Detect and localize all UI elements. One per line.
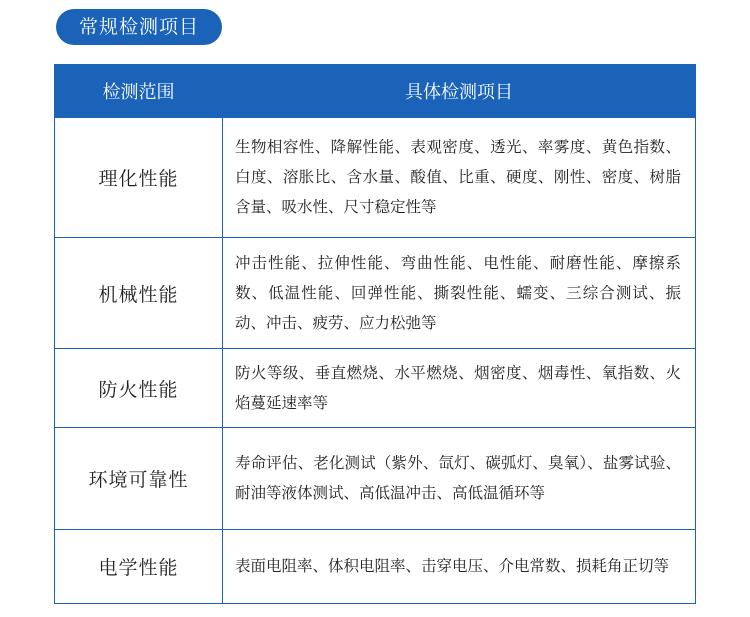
items-cell: 冲击性能、拉伸性能、弯曲性能、电性能、耐磨性能、摩擦系数、低温性能、回弹性能、撕裂性能、蠕变、三综合测试、振动、冲击、疲劳、应力松弛等 bbox=[223, 237, 696, 349]
items-cell: 表面电阻率、体积电阻率、击穿电压、介电常数、损耗角正切等 bbox=[223, 529, 696, 603]
items-cell: 寿命评估、老化测试（紫外、氙灯、碳弧灯、臭氧）、盐雾试验、耐油等液体测试、高低温冲击、高低温循环等 bbox=[223, 427, 696, 529]
range-cell: 环境可靠性 bbox=[55, 427, 223, 529]
header-items: 具体检测项目 bbox=[223, 65, 696, 118]
header-range: 检测范围 bbox=[55, 65, 223, 118]
table-row bbox=[55, 529, 696, 603]
section-title: 常规检测项目 bbox=[56, 9, 222, 45]
range-cell: 防火性能 bbox=[55, 349, 223, 427]
table-row bbox=[55, 118, 696, 238]
table-header-row bbox=[55, 65, 696, 118]
items-cell: 防火等级、垂直燃烧、水平燃烧、烟密度、烟毒性、氧指数、火焰蔓延速率等 bbox=[223, 349, 696, 427]
range-cell: 电学性能 bbox=[55, 529, 223, 603]
range-cell: 机械性能 bbox=[55, 237, 223, 349]
range-cell: 理化性能 bbox=[55, 118, 223, 238]
table-row bbox=[55, 349, 696, 427]
items-cell: 生物相容性、降解性能、表观密度、透光、率雾度、黄色指数、白度、溶胀比、含水量、酸值、比重、硬度、刚性、密度、树脂含量、吸水性、尺寸稳定性等 bbox=[223, 118, 696, 238]
inspection-table bbox=[54, 64, 696, 604]
table-row bbox=[55, 237, 696, 349]
table-row bbox=[55, 427, 696, 529]
